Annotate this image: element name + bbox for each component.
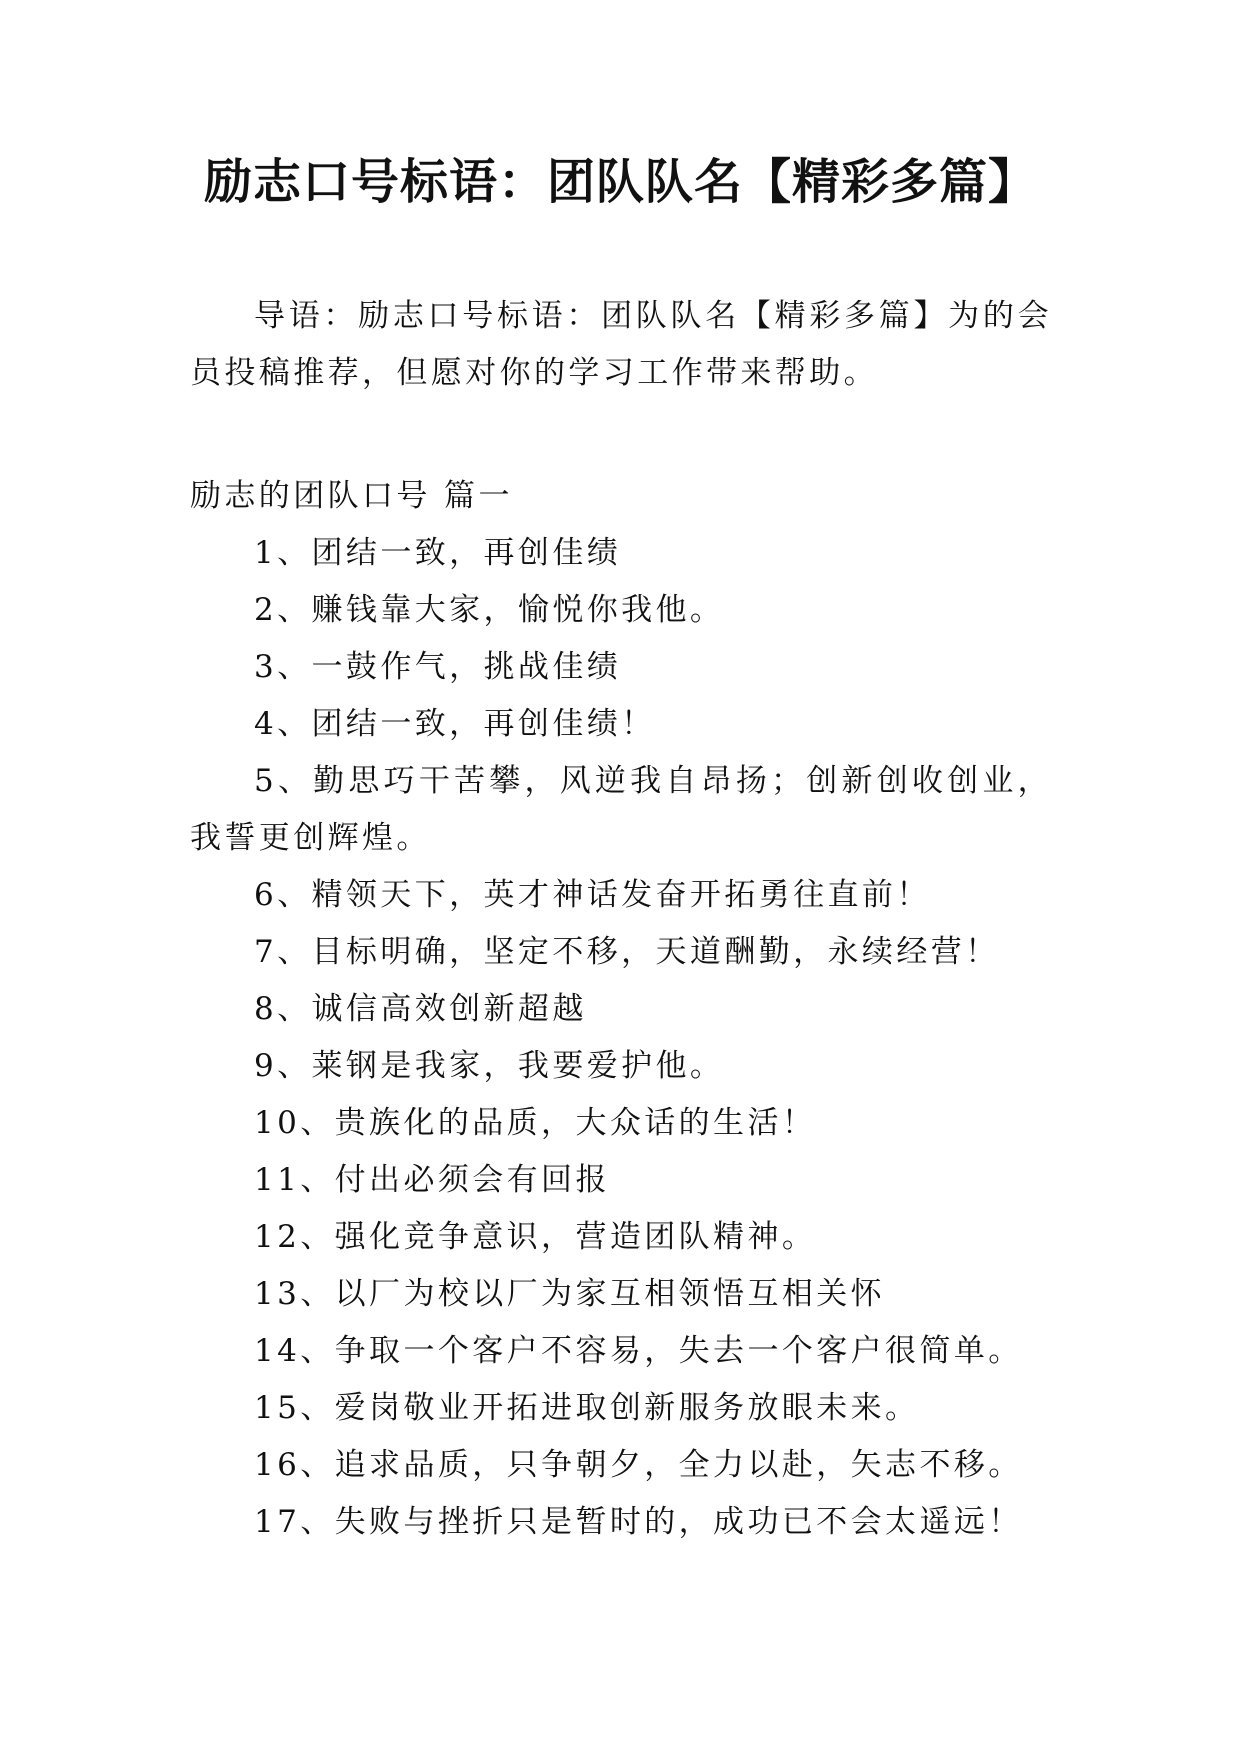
list-item: 8、诚信高效创新超越 <box>254 991 587 1027</box>
list-item: 11、付出必须会有回报 <box>254 1162 610 1198</box>
section-heading: 励志的团队口号 篇一 <box>190 478 513 514</box>
list-item: 10、贵族化的品质，大众话的生活！ <box>254 1105 817 1141</box>
list-item: 12、强化竞争意识，营造团队精神。 <box>254 1219 817 1255</box>
list-item: 15、爱岗敬业开拓进取创新服务放眼未来。 <box>254 1390 920 1426</box>
list-item: 6、精领天下，英才神话发奋开拓勇往直前！ <box>254 877 931 913</box>
document-title: 励志口号标语：团队队名【精彩多篇】 <box>203 154 1037 210</box>
list-item: 9、莱钢是我家，我要爱护他。 <box>254 1048 725 1084</box>
list-item: 5、勤思巧干苦攀，风逆我自昂扬；创新创收创业，我誓更创辉煌。 <box>190 763 1052 856</box>
list-item: 14、争取一个客户不容易，失去一个客户很简单。 <box>254 1333 1023 1369</box>
list-item: 1、团结一致，再创佳绩 <box>254 535 622 571</box>
list-item: 16、追求品质，只争朝夕，全力以赴，矢志不移。 <box>254 1447 1023 1483</box>
list-item: 4、团结一致，再创佳绩！ <box>254 706 656 742</box>
intro-paragraph: 导语：励志口号标语：团队队名【精彩多篇】为的会员投稿推荐，但愿对你的学习工作带来帮助。 <box>190 298 1052 391</box>
list-item: 13、以厂为校以厂为家互相领悟互相关怀 <box>254 1276 886 1312</box>
document-body <box>190 288 1052 1551</box>
list-item: 3、一鼓作气，挑战佳绩 <box>254 649 622 685</box>
list-item: 17、失败与挫折只是暂时的，成功已不会太遥远！ <box>254 1504 1023 1540</box>
list-item: 7、目标明确，坚定不移，天道酬勤，永续经营！ <box>254 934 1000 970</box>
list-item: 2、赚钱靠大家，愉悦你我他。 <box>254 592 725 628</box>
